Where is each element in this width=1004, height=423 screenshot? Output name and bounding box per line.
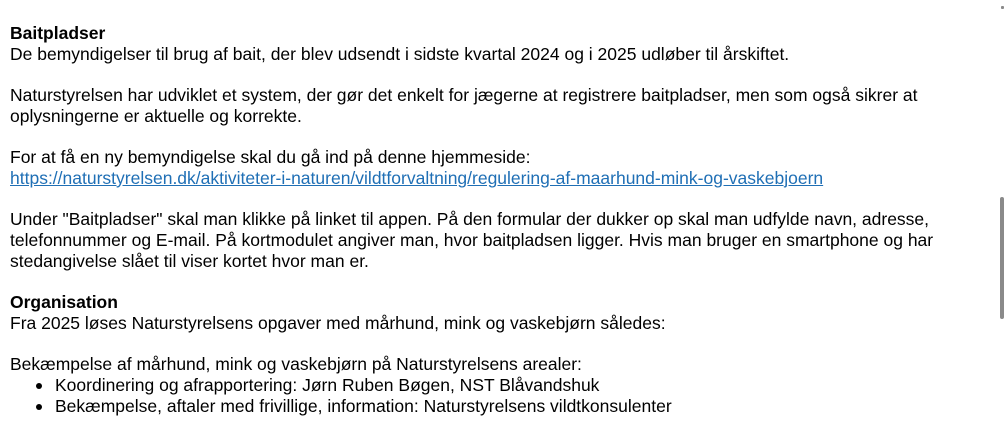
baitpladser-paragraph-3: For at få en ny bemyndigelse skal du gå ind på denne hjemmeside: [10,147,531,168]
baitpladser-paragraph-1: De bemyndigelser til brug af bait, der blev udsendt i sidste kvartal 2024 og i 2025 udløber til årskiftet. [10,43,790,64]
organisation-paragraph-2: Bekæmpelse af mårhund, mink og vaskebjørn på Naturstyrelsens arealer: [10,354,582,375]
paragraph-spacer [10,127,985,148]
scrollbar-thumb[interactable] [1000,197,1004,319]
section-heading-organisation: Organisation [10,292,118,313]
link-line [10,168,985,189]
list-item-text: Koordinering og afrapportering: Jørn Ruben Bøgen, NST Blåvandshuk [55,374,600,395]
paragraph-spacer [10,64,985,85]
organisation-bullet-list [10,375,985,416]
bullet-icon [36,404,42,410]
baitpladser-paragraph-2: Naturstyrelsen har udviklet et system, der gør det enkelt for jægerne at registrere baitpladser, men som også sikrer at oplysningerne er aktuelle og korrekte. [10,85,918,126]
organisation-paragraph-1: Fra 2025 løses Naturstyrelsens opgaver med mårhund, mink og vaskebjørn således: [10,312,666,333]
baitpladser-paragraph-4: Under "Baitpladser" skal man klikke på linket til appen. På den formular der dukker op skal man udfylde navn, adresse, telefonnummer og E-mail. På kortmodulet angiver man, hvor baitpladsen ligger. Hvis man bruger en smartphone og har stedangivelse slået til viser kortet hvor man er. [10,209,934,271]
bullet-icon [36,383,42,389]
vertical-scrollbar[interactable] [1000,0,1004,423]
naturstyrelsen-link[interactable]: https://naturstyrelsen.dk/aktiviteter-i-naturen/vildtforvaltning/regulering-af-maarhund-mink-og-vaskebjoern [10,167,824,188]
paragraph-spacer [10,189,985,210]
document-body [10,23,985,416]
list-item [55,375,985,396]
paragraph-spacer [10,333,985,354]
section-heading-baitpladser: Baitpladser [10,23,106,43]
paragraph-spacer [10,271,985,292]
list-item-text: Bekæmpelse, aftaler med frivillige, information: Naturstyrelsens vildtkonsulenter [55,395,672,416]
list-item [55,396,985,417]
